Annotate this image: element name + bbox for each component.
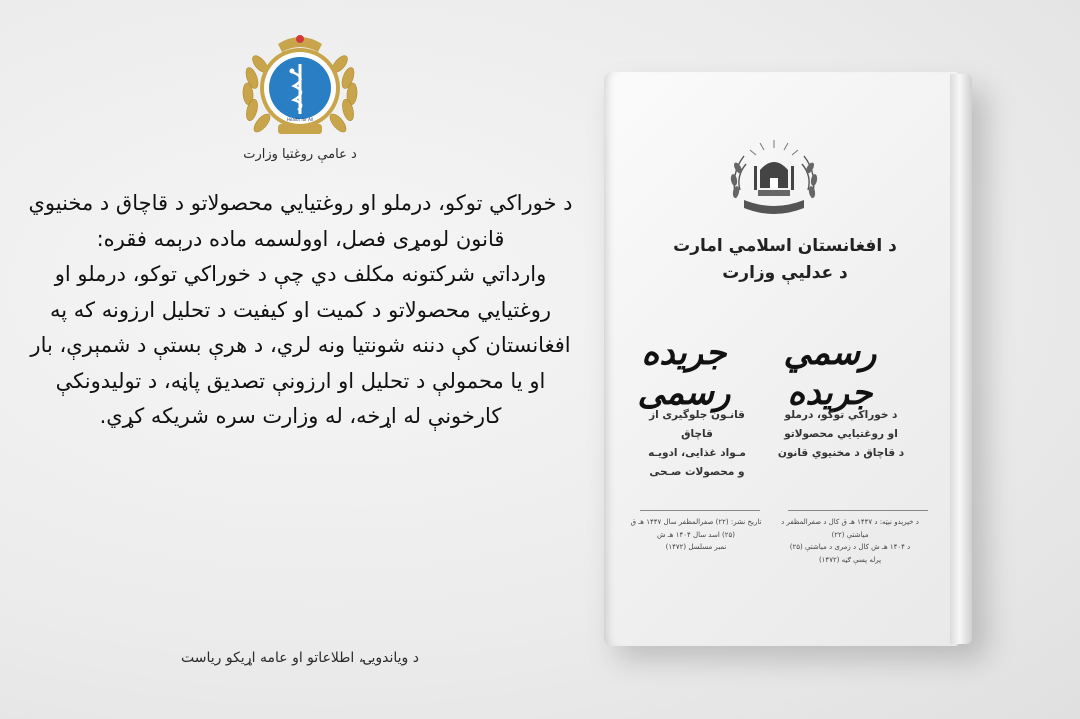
dari-law-line: و محصولات صـحی — [649, 466, 745, 478]
ministry-of-public-health-seal-icon — [238, 30, 362, 142]
dari-publication-info — [616, 516, 776, 554]
article-text — [28, 186, 573, 435]
pashto-law-line: د قاچاق د مخنيوي قانون — [777, 447, 905, 459]
calligraphy-dari: جريده رسمی — [637, 333, 731, 413]
seal-ring-text: Health for All — [286, 117, 314, 122]
publication-info-line: تاريخ نشر: (۲۲) صفرالمظفر سال ۱۴۴۷ هـ ق — [630, 518, 762, 526]
book-spine — [950, 74, 972, 644]
pashto-law-line: د خوراکي توکو، درملو — [784, 409, 898, 421]
publication-info-line: د ۱۴۰۴ هـ ش کال د زمری د مياشتې (۲۵) — [789, 543, 911, 551]
divider — [640, 510, 760, 511]
ministry-logo — [238, 30, 362, 142]
emirate-emblem — [724, 138, 824, 226]
divider — [788, 510, 928, 511]
pashto-law-line: او روغتيايي محصولاتو — [784, 428, 898, 440]
gazette-title — [640, 233, 930, 287]
gazette-title-line2: د عدلیې وزارت — [722, 263, 848, 283]
islamic-emirate-emblem-icon — [724, 138, 824, 226]
publication-info-line: د خپرېدو نېټه: د ۱۴۴۷ هـ ق کال د صفرالمظفر د مياشتې (۲۲) — [781, 518, 919, 539]
calligraphy-pashto: رسمي جريده — [783, 333, 877, 413]
publication-info-line: نمبر مسلسل (۱۴۷۲) — [665, 543, 727, 551]
department-caption: د وياندويۍ، اطلاعاتو او عامه اړيکو رياست — [180, 650, 419, 666]
pashto-law-title — [776, 406, 906, 463]
dari-law-title — [632, 406, 762, 482]
article-heading: د خوراکي توکو، درملو او روغتيايي محصولاتو د قاچاق د مخنيوي قانون لومړی فصل، اوولسمه ماده درېمه فقره: — [28, 191, 573, 251]
dari-law-line: قانـون جلوگيری از قاچاق — [649, 409, 745, 440]
gazette-title-line1: د افغانستان اسلامي امارت — [673, 236, 897, 256]
publication-info-line: پرله پسې ګڼه (۱۴۷۲) — [818, 555, 882, 564]
publication-info-line: (۲۵) اسد سال ۱۴۰۴ هـ ش — [656, 530, 736, 539]
pashto-publication-info — [770, 516, 930, 566]
article-body: وارداتي شرکتونه مکلف دي چې د خوراکي توکو، درملو او روغتيايي محصولاتو د کميت او کيفيت د تحليل ارزونه که په افغانستان کې دننه شونتيا ونه لري، د هرې بستې د شمېرې، بار او يا محمولې د تحليل او ارزونې تصديق پاڼه، د توليدونکې کارخونې له اړخه، له وزارت سره شريکه کړي. — [30, 262, 571, 428]
dari-law-line: مـواد غذايی، ادويـه — [648, 447, 746, 459]
ministry-caption: د عامې روغتيا وزارت — [243, 147, 357, 162]
